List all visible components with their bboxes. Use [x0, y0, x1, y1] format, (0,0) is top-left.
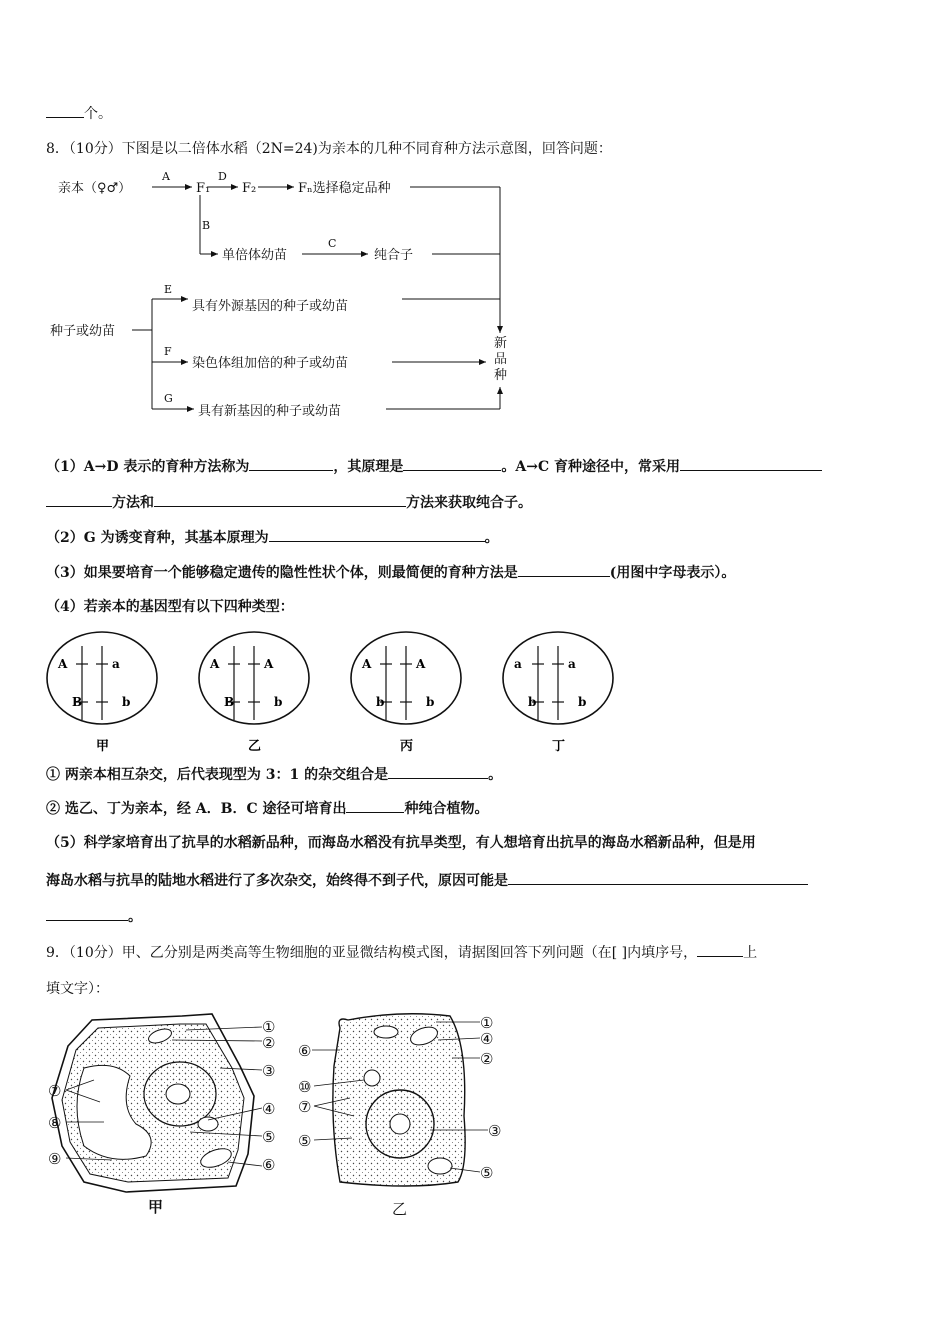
svg-text:丁: 丁 — [552, 739, 566, 754]
svg-text:①: ① — [480, 1014, 494, 1032]
svg-text:b: b — [528, 695, 537, 709]
svg-text:乙: 乙 — [248, 739, 262, 754]
diagram-label-b: B — [202, 219, 211, 232]
q8-part3 — [46, 562, 735, 582]
q8-s1-text-a: ① 两亲本相互杂交，后代表现型为 3：1 的杂交组合是 — [46, 767, 389, 783]
top-line — [46, 103, 112, 123]
diagram-f1: F₁ — [196, 181, 211, 196]
diagram-label-a: A — [162, 170, 170, 183]
answer-blank[interactable] — [388, 764, 488, 779]
diagram-e-result: 具有外源基因的种子或幼苗 — [192, 299, 349, 314]
svg-text:A: A — [210, 657, 220, 671]
svg-text:B: B — [224, 695, 235, 709]
diagram-haploid: 单倍体幼苗 — [222, 248, 288, 263]
svg-text:②: ② — [262, 1034, 276, 1052]
svg-text:a: a — [514, 657, 522, 671]
q9-header-text-a: 9．（10分）甲、乙分别是两类高等生物细胞的亚显微结构模式图，请据图回答下列问题（在[ ]内填序号， — [46, 945, 698, 961]
svg-text:⑥: ⑥ — [262, 1156, 276, 1174]
svg-text:①: ① — [262, 1018, 276, 1036]
answer-blank[interactable] — [46, 103, 84, 118]
diagram-new-3: 种 — [494, 368, 508, 383]
cell-structure-diagram — [40, 1006, 520, 1221]
svg-text:A: A — [362, 657, 372, 671]
plant-cell — [42, 1014, 275, 1216]
svg-text:⑥: ⑥ — [298, 1042, 312, 1060]
svg-text:丙: 丙 — [400, 739, 414, 754]
q9-header-text-b: 上 — [743, 945, 758, 961]
top-line-suffix: 个。 — [84, 106, 112, 122]
diagram-label-g: G — [164, 392, 173, 405]
q8-p5-text-c: 。 — [128, 909, 142, 925]
answer-blank[interactable] — [154, 492, 406, 507]
answer-blank[interactable] — [508, 870, 808, 885]
q8-part2 — [46, 527, 499, 547]
diagram-label-d: D — [218, 170, 227, 183]
diagram-parent: 亲本（♀♂） — [58, 181, 132, 196]
answer-blank[interactable] — [249, 456, 333, 471]
genotype-cell-yi — [199, 632, 309, 754]
svg-text:甲: 甲 — [148, 1198, 164, 1216]
genotype-cells — [40, 624, 640, 754]
diagram-new-2: 品 — [494, 352, 508, 367]
q8-sub1 — [46, 764, 502, 784]
animal-cell — [298, 1014, 501, 1218]
diagram-label-e: E — [164, 283, 173, 296]
svg-text:⑨: ⑨ — [48, 1150, 62, 1168]
svg-text:⑦: ⑦ — [298, 1098, 312, 1116]
svg-text:b: b — [578, 695, 587, 709]
q8-p3-text-b: (用图中字母表示）。 — [609, 565, 736, 581]
genotype-cell-bing — [351, 632, 461, 754]
svg-text:A: A — [416, 657, 426, 671]
svg-text:b: b — [122, 695, 131, 709]
diagram-label-f: F — [164, 345, 172, 358]
diagram-label-c: C — [328, 237, 337, 250]
answer-blank[interactable] — [46, 492, 112, 507]
diagram-fn: Fₙ选择稳定品种 — [298, 181, 391, 196]
genotype-cell-jia — [47, 632, 157, 754]
breeding-diagram — [46, 165, 526, 420]
q8-s1-text-b: 。 — [488, 767, 503, 783]
diagram-f2: F₂ — [242, 181, 257, 196]
q8-p2-text-b: 。 — [484, 530, 499, 546]
svg-text:b: b — [426, 695, 435, 709]
q8-s2-text-b: 种纯合植物。 — [404, 801, 489, 817]
q8-header: 8．（10分）下图是以二倍体水稻（2N=24)为亲本的几种不同育种方法示意图，回答问题： — [46, 141, 612, 157]
diagram-f-result: 染色体组加倍的种子或幼苗 — [192, 356, 349, 371]
svg-text:⑧: ⑧ — [48, 1114, 62, 1132]
svg-text:b: b — [376, 695, 385, 709]
diagram-g-result: 具有新基因的种子或幼苗 — [198, 404, 342, 419]
q8-part4: （4）若亲本的基因型有以下四种类型： — [46, 599, 294, 615]
q8-part5-line1: （5）科学家培育出了抗旱的水稻新品种，而海岛水稻没有抗旱类型，有人想培育出抗旱的海岛水稻新品种，但是用 — [46, 835, 756, 851]
svg-text:②: ② — [480, 1050, 494, 1068]
svg-text:b: b — [274, 695, 283, 709]
svg-text:⑤: ⑤ — [480, 1164, 494, 1182]
svg-text:a: a — [112, 657, 120, 671]
answer-blank[interactable] — [697, 942, 743, 957]
answer-blank[interactable] — [46, 906, 128, 921]
q9-header-line2: 填文字）： — [46, 981, 109, 997]
answer-blank[interactable] — [403, 456, 501, 471]
svg-text:④: ④ — [480, 1030, 494, 1048]
svg-text:⑤: ⑤ — [262, 1128, 276, 1146]
svg-text:③: ③ — [262, 1062, 276, 1080]
q8-part1-line1 — [46, 456, 822, 476]
svg-text:④: ④ — [262, 1100, 276, 1118]
q9-header-line1 — [46, 942, 757, 962]
svg-text:a: a — [568, 657, 576, 671]
q8-part5-line2 — [46, 870, 808, 890]
svg-text:③: ③ — [488, 1122, 502, 1140]
answer-blank[interactable] — [346, 798, 404, 813]
q8-p1-text-d: 方法和 — [112, 495, 154, 511]
svg-text:B: B — [72, 695, 83, 709]
genotype-cell-ding — [503, 632, 613, 754]
svg-text:乙: 乙 — [392, 1200, 408, 1218]
svg-text:甲: 甲 — [96, 739, 110, 754]
q8-p3-text-a: （3）如果要培育一个能够稳定遗传的隐性性状个体，则最简便的育种方法是 — [46, 565, 518, 581]
svg-text:A: A — [264, 657, 274, 671]
q8-part5-line3 — [46, 906, 142, 926]
q8-p1-text-c: 。A→C 育种途径中，常采用 — [501, 459, 680, 475]
diagram-pure: 纯合子 — [374, 248, 414, 263]
q8-p5-text-b: 海岛水稻与抗旱的陆地水稻进行了多次杂交，始终得不到子代，原因可能是 — [46, 873, 508, 889]
answer-blank[interactable] — [518, 562, 610, 577]
svg-text:A: A — [58, 657, 68, 671]
q8-p1-text-e: 方法来获取纯合子。 — [406, 495, 532, 511]
q8-p1-text-b: ，其原理是 — [333, 459, 404, 475]
svg-text:⑦: ⑦ — [48, 1082, 62, 1100]
q8-p2-text-a: （2）G 为诱变育种，其基本原理为 — [46, 530, 269, 546]
diagram-new-1: 新 — [494, 336, 508, 351]
q8-p1-text-a: （1）A→D 表示的育种方法称为 — [46, 459, 250, 475]
diagram-seeds: 种子或幼苗 — [50, 324, 116, 339]
q8-sub2 — [46, 798, 488, 818]
answer-blank[interactable] — [680, 456, 822, 471]
svg-text:⑩: ⑩ — [298, 1078, 312, 1096]
svg-text:⑤: ⑤ — [298, 1132, 312, 1150]
answer-blank[interactable] — [269, 527, 485, 542]
q8-s2-text-a: ② 选乙、丁为亲本，经 A．B．C 途径可培育出 — [46, 801, 347, 817]
q8-part1-line2 — [46, 492, 532, 512]
